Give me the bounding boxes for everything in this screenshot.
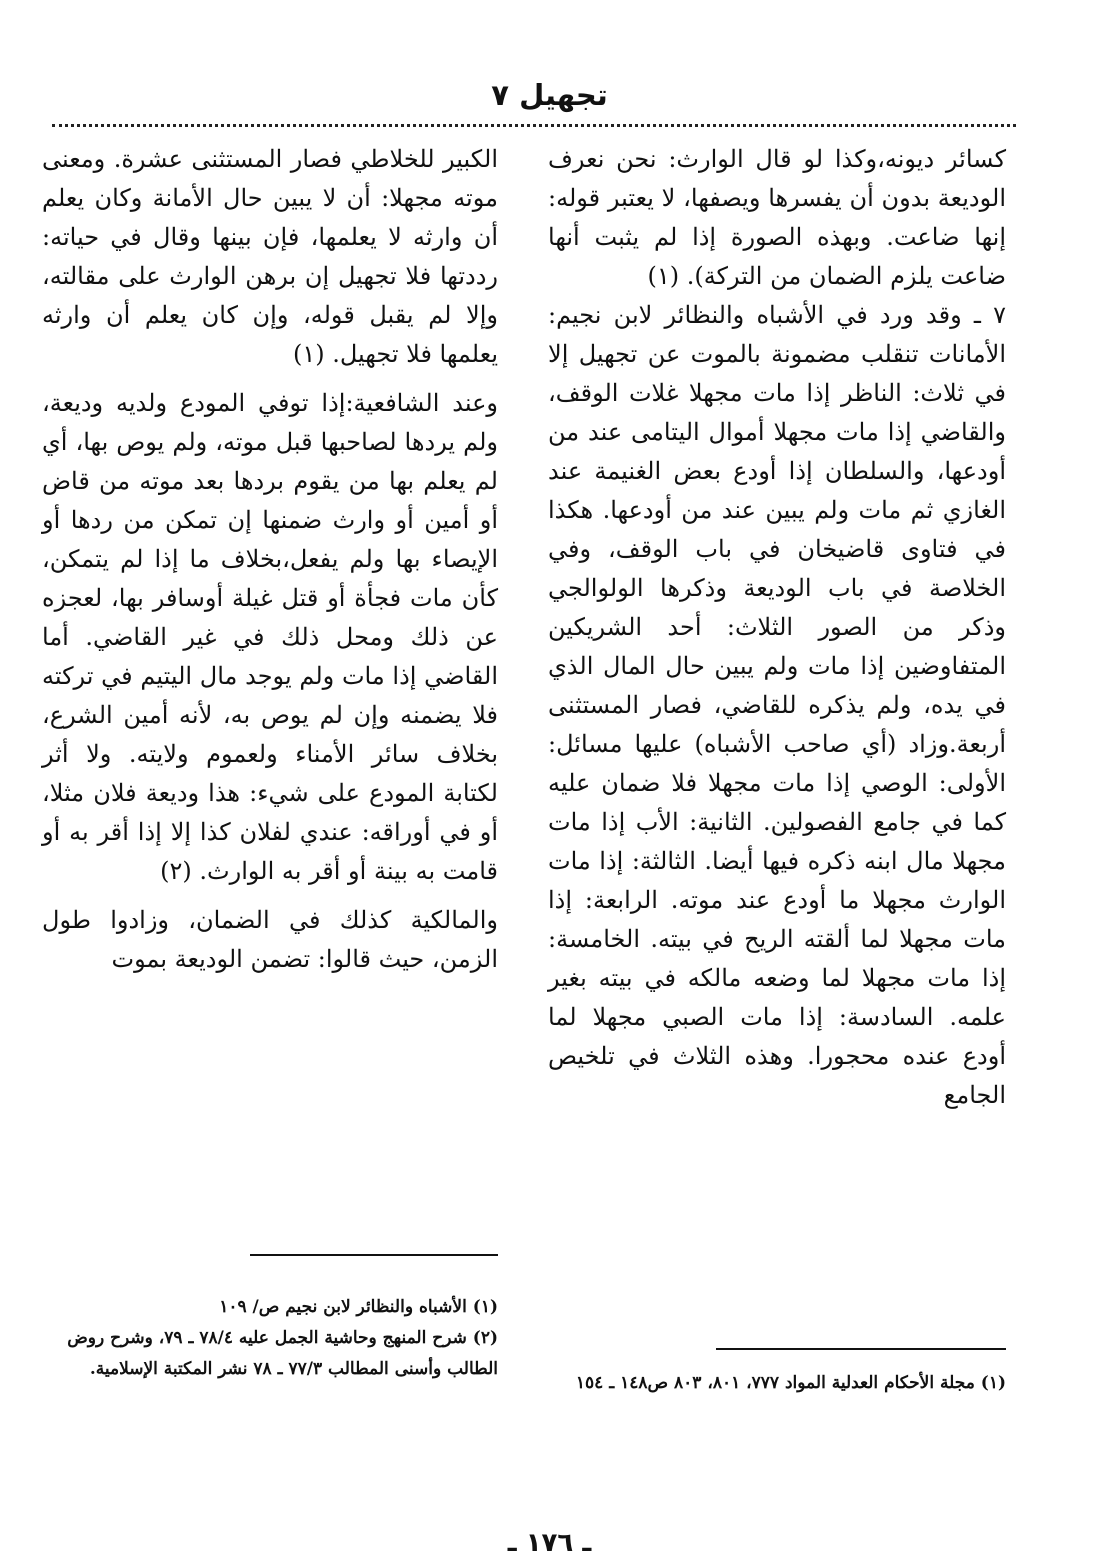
right-footnotes [548, 1368, 1006, 1399]
header-dotted-rule [52, 124, 1016, 127]
left-footnote-1: (١) الأشباه والنظائر لابن نجيم ص/ ١٠٩ [219, 1297, 498, 1317]
right-paragraph-1: كسائر ديونه،وكذا لو قال الوارث: نحن نعرف الوديعة بدون أن يفسرها ويصفها، لا يعتبر قوله: إنها ضاعت. وبهذه الصورة إذا لم يثبت أنها ضاعت يلزم الضمان من التركة). (١) [548, 145, 1006, 290]
right-footnote-rule [716, 1348, 1006, 1350]
left-paragraph-1: الكبير للخلاطي فصار المستثنى عشرة. ومعنى موته مجهلا: أن لا يبين حال الأمانة وكان يعلم أن وارثه لا يعلمها، فإن بينها وقال في حياته: رددتها فلا تجهيل إن برهن الوارث على مقالته، وإلا لم يقبل قوله، وإن كان يعلم أن وارثه يعلمها فلا تجهيل. (١) [42, 145, 498, 368]
right-paragraph-2: ٧ ـ وقد ورد في الأشباه والنظائر لابن نجيم: الأمانات تنقلب مضمونة بالموت عن تجهيل إلا في ثلاث: الناظر إذا مات مجهلا غلات الوقف، والقاضي إذا مات مجهلا أموال اليتامى عند من أودعها، والسلطان إذا أودع بعض الغنيمة عند الغازي ثم مات ولم يبين عند من أودعها. هكذا في فتاوى قاضيخان في باب الوقف، وفي الخلاصة في باب الوديعة وذكرها الولوالجي وذكر من الصور الثلاث: أحد الشريكين المتفاوضين إذا مات ولم يبين حال المال الذي في يده، ولم يذكره للقاضي، فصار المستثنى أربعة.وزاد (أي صاحب الأشباه) عليها مسائل: الأولى: الوصي إذا مات مجهلا فلا ضمان عليه كما في جامع الفصولين. الثانية: الأب إذا مات مجهلا مال ابنه ذكره فيها أيضا. الثالثة: إذا مات الوارث مجهلا ما أودع عند موته. الرابعة: إذا مات مجهلا لما ألقته الريح في بيته. الخامسة: إذا مات مجهلا لما وضعه مالكه في بيته بغير علمه. السادسة: إذا مات الصبي مجهلا لما أودع عنده محجورا. وهذه الثلاث في تلخيص الجامع [548, 301, 1006, 1109]
left-footnote-2: (٢) شرح المنهج وحاشية الجمل عليه ٧٨/٤ ـ ٧٩، وشرح روض الطالب وأسنى المطالب ٧٧/٣ ـ ٧٨ نشر المكتبة الإسلامية. [67, 1328, 498, 1379]
right-footnote-1: (١) مجلة الأحكام العدلية المواد ٧٧٧، ٨٠١، ٨٠٣ ص١٤٨ ـ ١٥٤ [575, 1373, 1006, 1393]
left-footnotes [42, 1292, 498, 1385]
right-column [548, 140, 1006, 1115]
left-paragraph-2: وعند الشافعية:إذا توفي المودع ولديه وديعة، ولم يردها لصاحبها قبل موته، ولم يوص بها، أي لم يعلم بها من يقوم بردها بعد موته من قاض أو أمين أو وارث ضمنها إن تمكن من ردها أو الإيصاء بها ولم يفعل،بخلاف ما إذا لم يتمكن، كأن مات فجأة أو قتل غيلة أوسافر بها، لعجزه عن ذلك ومحل ذلك في غير القاضي. أما القاضي إذا مات ولم يوجد مال اليتيم في تركته فلا يضمنه وإن لم يوص به، لأنه أمين الشرع، بخلاف سائر الأمناء ولعموم ولايته. ولا أثر لكتابة المودع على شيء: هذا وديعة فلان مثلا، أو في أوراقه: عندي لفلان كذا إلا إذا أقر به أو قامت به بينة أو أقر به الوارث. (٢) [42, 389, 498, 885]
left-paragraph-3: والمالكية كذلك في الضمان، وزادوا طول الزمن، حيث قالوا: تضمن الوديعة بموت [42, 906, 498, 973]
left-footnote-rule [250, 1254, 498, 1256]
running-header: تجهيل ٧ [491, 78, 608, 112]
page-number: ـ ١٧٦ ـ [507, 1528, 592, 1558]
left-column [42, 140, 498, 979]
